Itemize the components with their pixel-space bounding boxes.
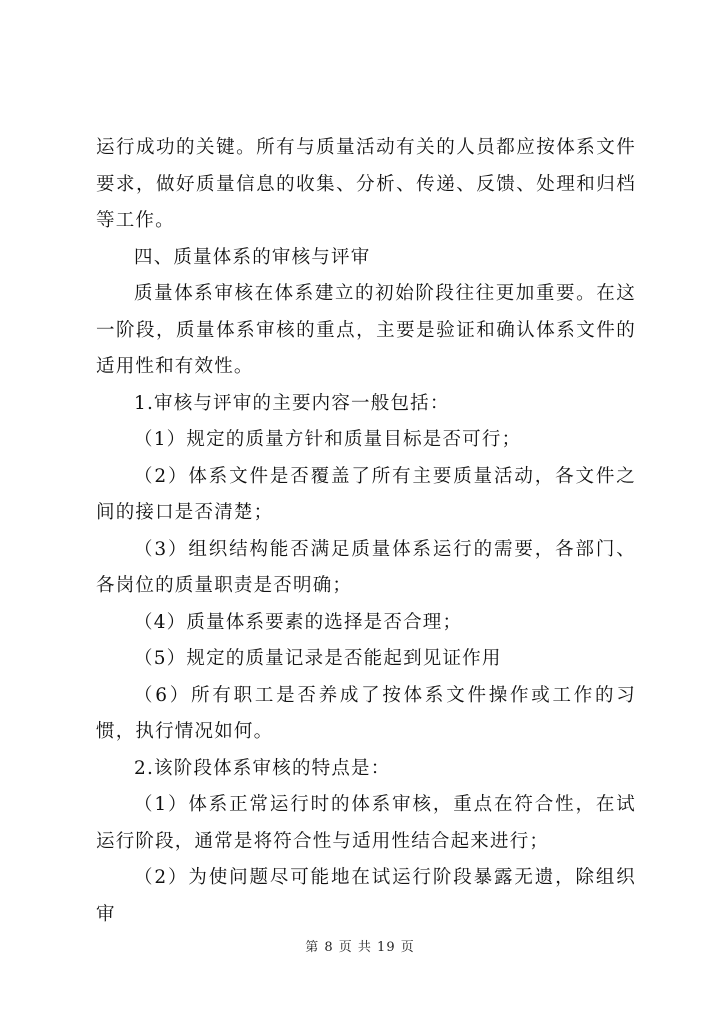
list-item: （1）规定的质量方针和质量目标是否可行； [134,429,522,450]
list-heading: 1.审核与评审的主要内容一般包括： [134,392,450,414]
paragraph-continuation: 运行成功的关键。所有与质量活动有关的人员都应按体系文件要求，做好质量信息的收集、分析、传递、反馈、处理和归档等工作。 [96,137,636,231]
list-item: （3）组织结构能否满足质量体系运行的需要，各部门、各岗位的质量职责是否明确； [96,538,636,596]
page-footer: 第 8 页 共 19 页 [305,940,415,955]
body-text [96,130,636,933]
list-item: （1）体系正常运行时的体系审核，重点在符合性，在试运行阶段，通常是将符合性与适用性结合起来进行； [96,794,636,852]
paragraph: 质量体系审核在体系建立的初始阶段往往更加重要。在这一阶段，质量体系审核的重点，主要是验证和确认体系文件的适用性和有效性。 [96,283,636,377]
list-item: （2）为使问题尽可能地在试运行阶段暴露无遗，除组织审 [96,867,636,925]
list-item: （4）质量体系要素的选择是否合理； [134,611,463,633]
list-item: （2）体系文件是否覆盖了所有主要质量活动，各文件之间的接口是否清楚； [96,465,636,523]
list-item: （6）所有职工是否养成了按体系文件操作或工作的习惯，执行情况如何。 [96,684,636,742]
list-heading: 2.该阶段体系审核的特点是： [134,757,391,779]
list-item: （5）规定的质量记录是否能起到见证作用 [134,648,502,669]
section-heading: 四、质量体系的审核与评审 [134,246,371,268]
